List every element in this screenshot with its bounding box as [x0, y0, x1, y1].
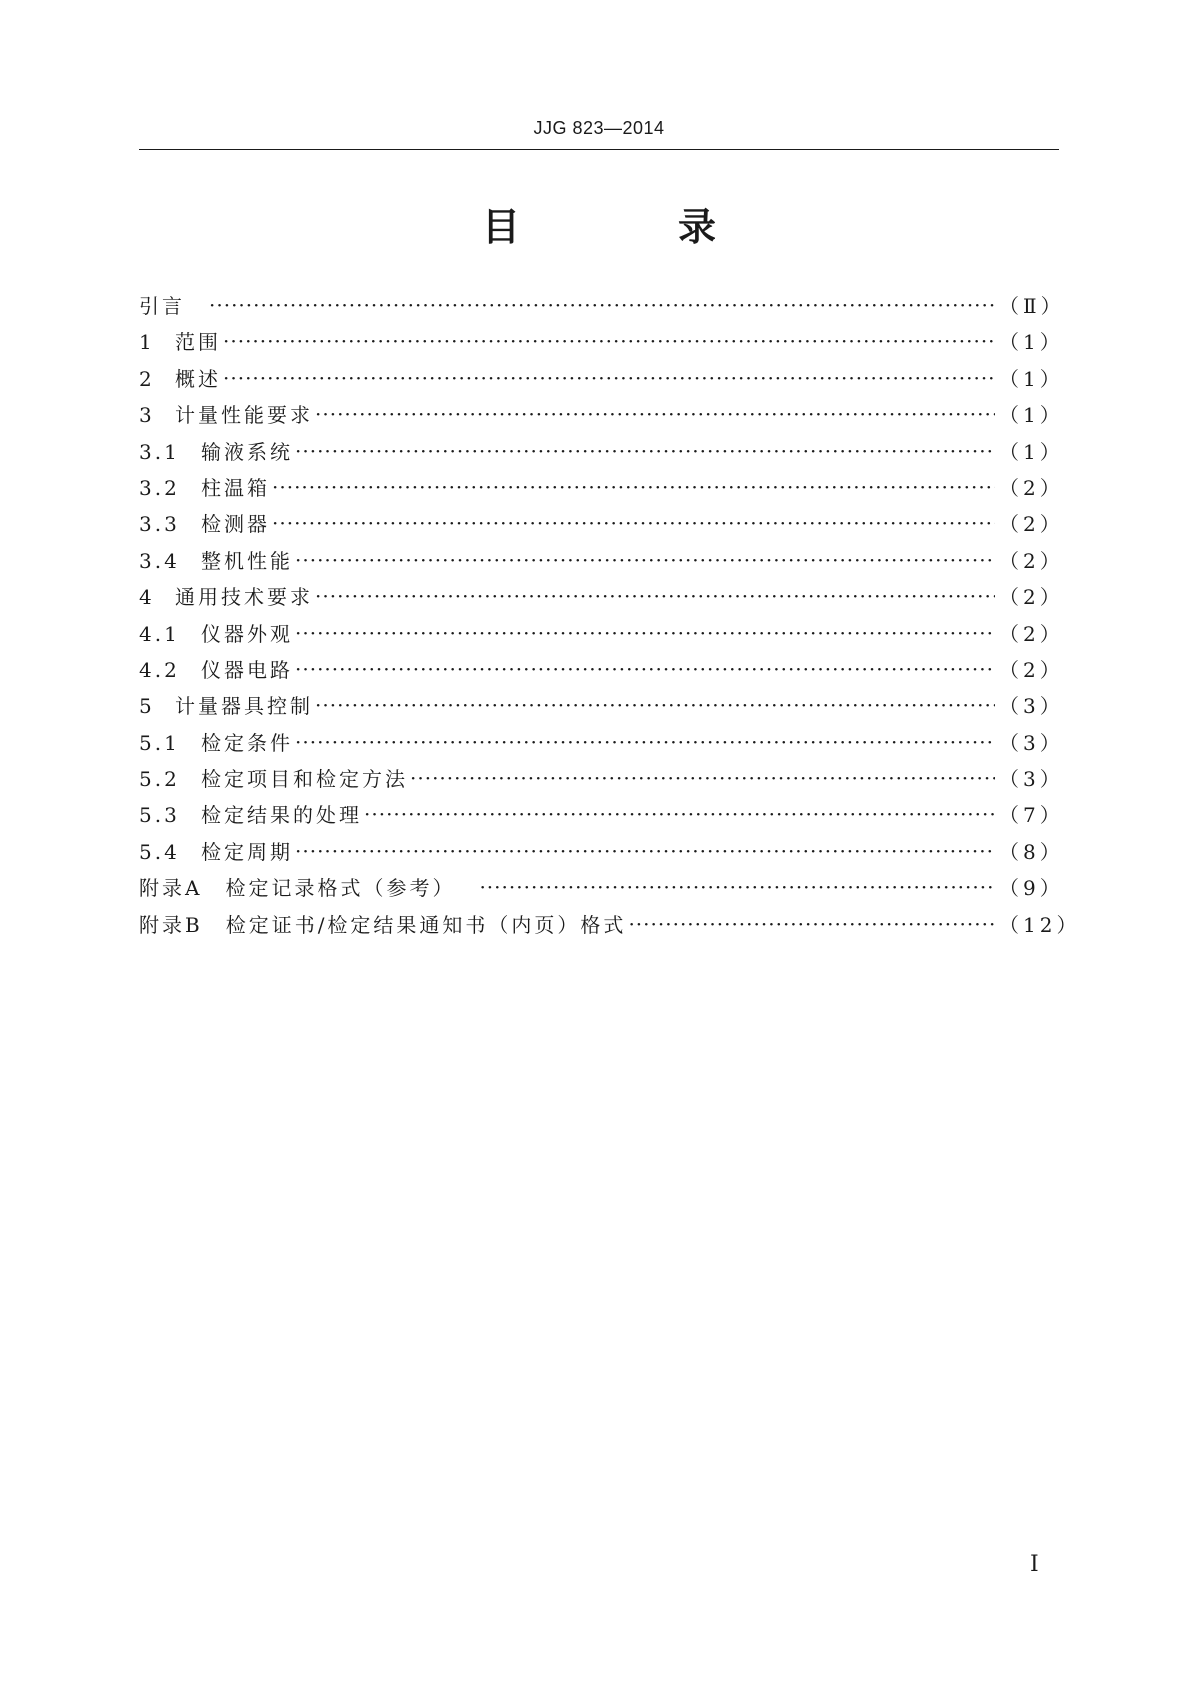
toc-entry-number: 3.2 [139, 475, 180, 500]
toc-entry-number: 5.4 [139, 839, 180, 864]
standard-code-header: JJG 823—2014 [533, 118, 665, 138]
table-of-contents [139, 288, 1081, 943]
toc-leader-dots [295, 433, 995, 469]
toc-entry-label: 通用技术要求 [175, 585, 313, 610]
toc-entry-page: （1） [999, 439, 1064, 464]
toc-entry-5-2[interactable] [139, 761, 1064, 797]
page-folio: Ⅰ [1030, 1552, 1039, 1577]
toc-entry-page: （2） [999, 512, 1064, 537]
toc-entry-number: 2 [139, 366, 155, 391]
toc-entry-label: 计量器具控制 [175, 694, 313, 719]
toc-entry-label: 检定结果的处理 [201, 803, 362, 828]
toc-entry-page: （9） [999, 876, 1064, 901]
toc-entry-page: （1） [999, 366, 1064, 391]
toc-leader-dots [272, 469, 995, 505]
toc-entry-page: （2） [999, 621, 1064, 646]
toc-leader-dots [295, 724, 995, 760]
toc-entry-number: 5.2 [139, 767, 180, 792]
toc-leader-dots [272, 505, 995, 541]
toc-entry-number: 3.4 [139, 548, 180, 573]
toc-leader-dots [315, 396, 995, 432]
toc-entry-label: 输液系统 [201, 439, 293, 464]
toc-entry-label: 附录B 检定证书/检定结果通知书（内页）格式 [139, 912, 627, 937]
toc-entry-label: 检定周期 [201, 839, 293, 864]
toc-entry-3[interactable] [139, 397, 1064, 433]
page-title: 目 录 [481, 205, 776, 249]
toc-entry-number: 5 [139, 694, 155, 719]
toc-entry-number: 4 [139, 585, 155, 610]
toc-entry-page: （8） [999, 839, 1064, 864]
toc-entry-4-1[interactable] [139, 616, 1064, 652]
toc-entry-page: （1） [999, 403, 1064, 428]
toc-entry-label: 仪器外观 [201, 621, 293, 646]
toc-entry-page: （3） [999, 767, 1064, 792]
toc-entry-label: 检定项目和检定方法 [201, 767, 408, 792]
toc-entry-2[interactable] [139, 361, 1064, 397]
toc-entry-label: 仪器电路 [201, 657, 293, 682]
toc-entry-3-3[interactable] [139, 506, 1064, 542]
toc-entry-5[interactable] [139, 688, 1064, 724]
toc-entry-page: （2） [999, 475, 1064, 500]
toc-entry-label: 整机性能 [201, 548, 293, 573]
toc-leader-dots [295, 615, 995, 651]
toc-entry-number: 3.1 [139, 439, 180, 464]
toc-entry-3-1[interactable] [139, 434, 1064, 470]
toc-leader-dots [410, 760, 995, 796]
toc-entry-1[interactable] [139, 324, 1064, 360]
toc-entry-label: 计量性能要求 [175, 403, 313, 428]
toc-leader-dots [315, 687, 995, 723]
toc-entry-label: 概述 [175, 366, 221, 391]
toc-entry-3-2[interactable] [139, 470, 1064, 506]
toc-entry-intro[interactable] [139, 288, 1065, 324]
toc-entry-page: （7） [999, 803, 1064, 828]
toc-entry-label: 引言 [139, 294, 185, 318]
toc-entry-appendix-a[interactable] [139, 870, 1064, 906]
toc-entry-page: （1） [999, 330, 1064, 355]
toc-leader-dots [364, 796, 995, 832]
toc-leader-dots [628, 906, 995, 942]
toc-leader-dots [209, 287, 995, 323]
toc-entry-number: 3 [139, 403, 155, 428]
toc-entry-page: （3） [999, 694, 1064, 719]
toc-entry-number: 5.1 [139, 730, 180, 755]
toc-leader-dots [223, 323, 995, 359]
toc-entry-label: 检定条件 [201, 730, 293, 755]
toc-entry-page: （2） [999, 657, 1064, 682]
toc-entry-page: （Ⅱ） [999, 294, 1065, 318]
toc-leader-dots [223, 360, 995, 396]
toc-entry-4-2[interactable] [139, 652, 1064, 688]
header-rule [139, 149, 1059, 150]
toc-entry-5-3[interactable] [139, 797, 1064, 833]
toc-leader-dots [315, 578, 995, 614]
toc-entry-label: 柱温箱 [201, 475, 270, 500]
toc-entry-number: 4.1 [139, 621, 180, 646]
toc-leader-dots [295, 833, 995, 869]
toc-leader-dots [295, 542, 995, 578]
toc-entry-number: 5.3 [139, 803, 180, 828]
toc-entry-label: 附录A 检定记录格式（参考） [139, 876, 456, 901]
toc-leader-dots [295, 651, 995, 687]
toc-entry-4[interactable] [139, 579, 1064, 615]
toc-entry-page: （2） [999, 585, 1064, 610]
toc-entry-5-1[interactable] [139, 725, 1064, 761]
toc-entry-number: 4.2 [139, 657, 180, 682]
toc-entry-label: 检测器 [201, 512, 270, 537]
toc-entry-number: 3.3 [139, 512, 180, 537]
toc-entry-page: （12） [999, 912, 1081, 937]
toc-leader-dots [479, 869, 995, 905]
toc-entry-label: 范围 [175, 330, 221, 355]
toc-entry-appendix-b[interactable] [139, 907, 1081, 943]
toc-entry-3-4[interactable] [139, 543, 1064, 579]
toc-entry-number: 1 [139, 330, 155, 355]
toc-entry-5-4[interactable] [139, 834, 1064, 870]
toc-entry-page: （2） [999, 548, 1064, 573]
toc-entry-page: （3） [999, 730, 1064, 755]
